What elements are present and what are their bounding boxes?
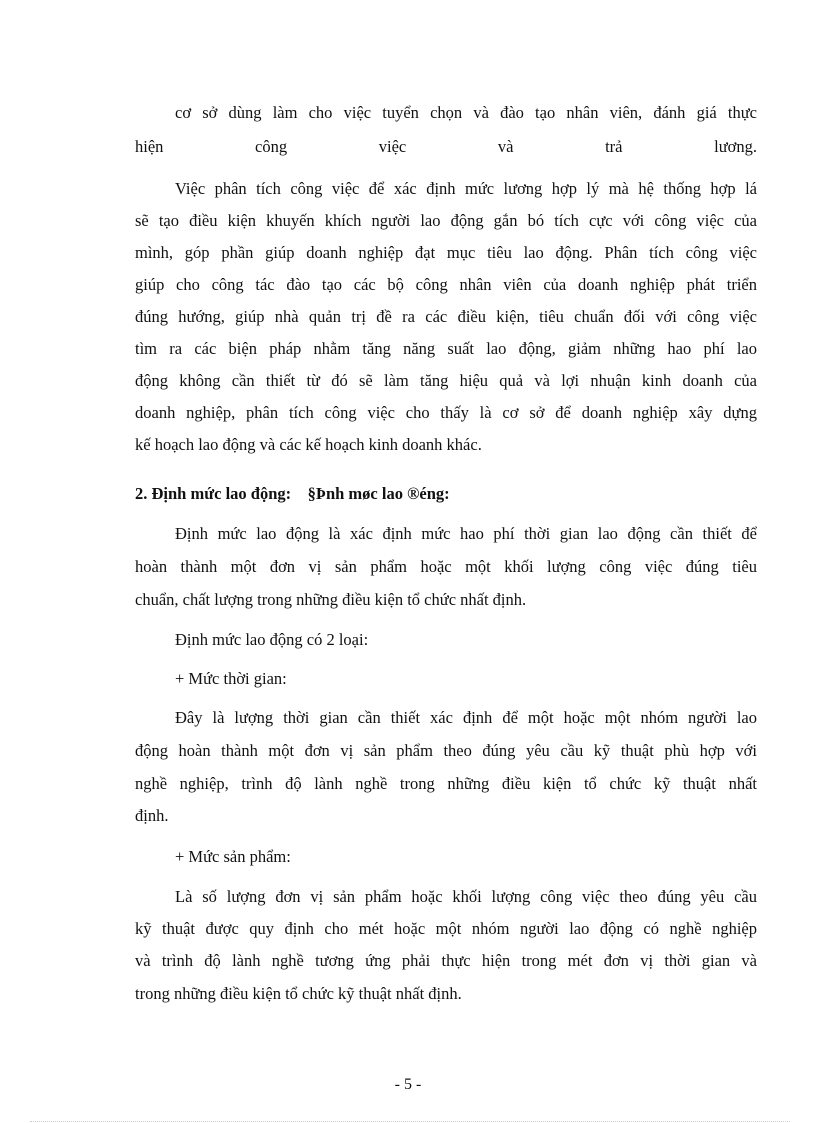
section-heading: 2. Định mức lao động: §Þnh møc lao ®éng: [135, 484, 450, 503]
paragraph-line: động không cần thiết từ đó sẽ làm tăng hiệu quả và lợi nhuận kinh doanh của [135, 371, 757, 390]
paragraph-line: định. [135, 806, 169, 825]
paragraph-line: mình, góp phần giúp doanh nghiệp đạt mục tiêu lao động. Phân tích công việc [135, 243, 757, 262]
paragraph-line: sẽ tạo điều kiện khuyến khích người lao động gắn bó tích cực với công việc của [135, 211, 757, 230]
paragraph-line: giúp cho công tác đào tạo các bộ công nhân viên của doanh nghiệp phát triển [135, 275, 757, 294]
paragraph-line: doanh nghiệp, phân tích công việc cho thấy là cơ sở để doanh nghiệp xây dựng [135, 403, 757, 422]
paragraph-line: động hoàn thành một đơn vị sản phẩm theo đúng yêu cầu kỹ thuật phù hợp với [135, 741, 757, 760]
paragraph-line: Định mức lao động là xác định mức hao phí thời gian lao động cần thiết để [175, 524, 757, 543]
page-bottom-rule [30, 1121, 790, 1122]
paragraph-line: kế hoạch lao động và các kế hoạch kinh doanh khác. [135, 435, 482, 454]
paragraph-line: trong những điều kiện tổ chức kỹ thuật nhất định. [135, 984, 462, 1003]
paragraph-line: chuẩn, chất lượng trong những điều kiện tổ chức nhất định. [135, 590, 527, 609]
paragraph-line: Định mức lao động có 2 loại: [175, 630, 369, 649]
paragraph-line: hiện công việc và trả lương. [135, 137, 757, 156]
paragraph-line: kỹ thuật được quy định cho mét hoặc một nhóm người lao động có nghề nghiệp [135, 919, 757, 938]
paragraph-line: tìm ra các biện pháp nhằm tăng năng suất lao động, giảm những hao phí lao [135, 339, 757, 358]
list-item-label: + Mức sản phẩm: [175, 847, 291, 866]
paragraph-line: đúng hướng, giúp nhà quản trị đề ra các điều kiện, tiêu chuẩn đối với công việc [135, 307, 757, 326]
page-number: - 5 - [394, 1076, 422, 1093]
paragraph-line: hoàn thành một đơn vị sản phẩm hoặc một khối lượng công việc đúng tiêu [135, 557, 757, 576]
paragraph-line: nghề nghiệp, trình độ lành nghề trong những điều kiện tổ chức kỹ thuật nhất [135, 774, 757, 793]
paragraph-line: Là số lượng đơn vị sản phẩm hoặc khối lượng công việc theo đúng yêu cầu [175, 887, 757, 906]
paragraph-line: Việc phân tích công việc để xác định mức lương hợp lý mà hệ thống hợp lá [175, 179, 757, 198]
paragraph-line: Đây là lượng thời gian cần thiết xác định để một hoặc một nhóm người lao [175, 708, 757, 727]
list-item-label: + Mức thời gian: [175, 669, 287, 688]
paragraph-line: cơ sở dùng làm cho việc tuyển chọn và đào tạo nhân viên, đánh giá thực [175, 103, 757, 122]
paragraph-line: và trình độ lành nghề tương ứng phải thực hiện trong mét đơn vị thời gian và [135, 951, 757, 970]
